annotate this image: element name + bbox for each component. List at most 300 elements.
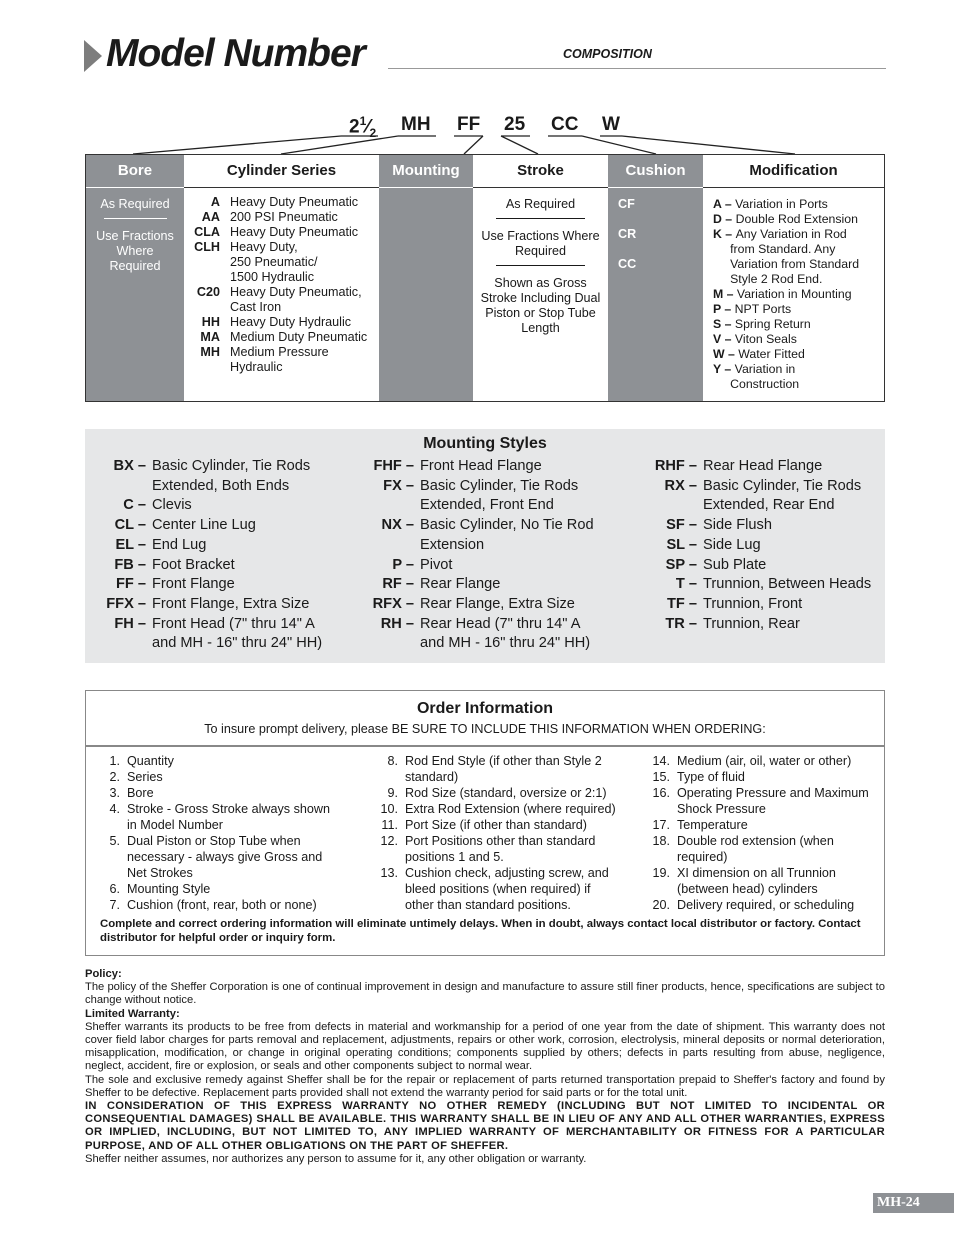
mounting-style-desc: Rear Flange, Extra Size [420,595,575,612]
cushion-header: Cushion [608,155,703,188]
order-item-text: Rod End Style (if other than Style 2 [405,754,602,768]
order-item [362,897,616,913]
order-item [92,801,330,817]
series-desc: Hydraulic [230,360,283,374]
order-item-number [92,865,127,881]
cushion-code: CF [618,197,635,211]
series-row [184,300,379,315]
modification-desc: from Standard. Any [730,242,836,256]
page-number-badge: MH-24 [873,1193,954,1213]
order-item-text: Double rod extension (when [677,834,834,848]
order-item [634,769,869,785]
modification-key: K – [713,227,736,241]
modification-row [713,272,885,287]
order-item-text: Cushion check, adjusting screw, and [405,866,609,880]
mounting-style-row [367,496,594,516]
order-item-number: 16. [652,786,670,800]
mounting-style-row [93,457,322,477]
mounting-styles-title: Mounting Styles [423,435,547,452]
warranty-heading: Limited Warranty: [85,1007,180,1020]
mounting-style-code: TF – [667,595,697,612]
mounting-style-row [645,516,871,536]
mounting-style-row [645,595,871,615]
order-item [634,897,869,913]
code-series: MH [401,114,431,135]
mounting-style-code: RHF – [654,458,697,474]
order-item-number: 10. [380,802,398,816]
modification-desc: Viton Seals [734,332,797,346]
order-item-text: required) [677,850,728,864]
page-subtitle: COMPOSITION [563,47,652,61]
order-information-box [85,690,885,956]
code-connector-lines [0,0,954,160]
series-row [184,270,379,285]
order-item [362,881,616,897]
series-code: C20 [196,285,220,299]
order-item [92,753,330,769]
order-item [634,865,869,881]
modification-key: P – [713,302,735,316]
mounting-style-code: FFX – [106,595,146,612]
order-item [362,785,616,801]
order-item-number: 13. [380,866,398,880]
modification-key [713,377,730,392]
mounting-style-code: FHF – [373,458,414,474]
mounting-style-desc: Rear Head (7" thru 14" A [420,615,581,632]
stroke-separator [496,218,585,219]
order-item-number: 4. [109,802,120,816]
order-item-text: bleed positions (when required) if [405,882,591,896]
mounting-style-code: P – [392,556,414,573]
order-item-number [634,849,677,865]
order-item-text: Type of fluid [677,770,745,784]
order-info-rule [86,745,884,747]
order-item-text: Port Positions other than standard [405,834,596,848]
warranty-text: Sheffer neither assumes, nor authorizes any person to assume for it, any other obligation or warranty. [85,1152,587,1165]
order-item-text: Quantity [127,754,174,768]
mounting-style-code [367,536,420,556]
stroke-header: Stroke [473,155,608,188]
mounting-style-code: RFX – [372,595,414,612]
order-item-number [634,881,677,897]
mounting-style-code: CL – [114,517,146,534]
mounting-style-row [645,615,871,635]
modification-desc: Variation in [734,362,796,376]
modification-row [713,257,885,272]
mounting-style-desc: Front Flange [152,576,235,593]
order-item [92,849,330,865]
order-item-number: 1. [109,754,120,768]
series-desc: 1500 Hydraulic [230,270,315,284]
order-item-number: 17. [652,818,670,832]
policy-text: The policy of the Sheffer Corporation is one of continual improvement in design and manufacture to assure still finer products, hence, specifications are subject to change without notice. [85,981,885,1007]
order-item [92,865,330,881]
mounting-style-desc: Basic Cylinder, Tie Rods [420,477,579,494]
stroke-text: Use Fractions Where Required [481,229,600,258]
series-desc: 250 Pneumatic/ [230,255,318,269]
composition-table [85,154,885,402]
mounting-style-desc: Basic Cylinder, Tie Rods [703,477,862,494]
mounting-style-desc: Foot Bracket [152,556,235,573]
mounting-style-code: FF – [116,576,146,593]
modification-desc: Spring Return [734,317,811,331]
order-item-text: Delivery required, or scheduling [677,898,855,912]
mounting-style-row [367,634,594,654]
mounting-style-row [93,575,322,595]
mounting-style-desc: Basic Cylinder, Tie Rods [152,458,311,474]
order-item-text: Operating Pressure and Maximum [677,786,869,800]
bore-text: As Required [100,197,170,211]
order-item-text: (between head) cylinders [677,882,818,896]
order-item-text: Cushion (front, rear, both or none) [127,898,317,912]
order-item-number [362,769,405,785]
order-item-number [362,849,405,865]
mounting-style-row [367,477,594,497]
order-item-number: 5. [109,834,120,848]
order-item-text: Bore [127,786,154,800]
order-item-number: 12. [380,834,398,848]
order-item-text: other than standard positions. [405,898,571,912]
order-item-text: Medium (air, oil, water or other) [677,754,852,768]
mounting-style-code: SF – [666,517,697,534]
mounting-style-desc: Center Line Lug [152,517,256,534]
order-item-number: 18. [652,834,670,848]
order-item-text: Net Strokes [127,866,193,880]
mounting-style-row [93,516,322,536]
mounting-style-code: C – [123,497,146,514]
order-item [634,817,869,833]
mounting-style-desc: Front Head (7" thru 14" A [152,615,315,632]
mounting-style-row [93,595,322,615]
mounting-style-code: RH – [380,615,414,632]
series-desc: Medium Duty Pneumatic [230,330,368,344]
modification-row [713,227,885,242]
mounting-style-row [645,457,871,477]
mounting-style-desc: Trunnion, Front [703,595,803,612]
mounting-style-row [645,477,871,497]
mounting-column [379,155,473,401]
modification-column [703,155,884,401]
cushion-code: CR [618,227,637,241]
order-info-title: Order Information [416,700,553,717]
modification-row [713,302,885,317]
series-desc: Heavy Duty Pneumatic [230,195,359,209]
mounting-style-row [367,536,594,556]
series-desc: Medium Pressure [230,345,329,359]
mounting-style-desc: Extension [420,536,485,553]
modification-key: M – [713,287,737,301]
warranty-text: Sheffer warrants its products to be free from defects in material and workmanship for a period of one year from the date of shipment. This warranty does not cover field labor charges for parts removal and replacement, adjustments, repairs or other work, corrosion, electrolysis, mineral deposits or normal deterioration, misapplication, modification, or change in original operating conditions; components supplied by others; defects in parts resulting from abuse, negligence, neglect, accident, fire or explosion, or seals and other components subject to normal wear. [85,1020,885,1073]
mounting-style-code: RF – [382,576,414,593]
mounting-style-desc: and MH - 16" thru 24" HH) [152,635,323,652]
modification-row [713,212,885,227]
mounting-style-desc: Sub Plate [703,556,767,573]
modification-key: S – [713,317,735,331]
order-item-number [362,881,405,897]
modification-row [713,287,885,302]
mounting-style-desc: Trunnion, Rear [703,615,800,632]
mounting-style-row [367,457,594,477]
order-item-number [92,849,127,865]
order-item-text: XI dimension on all Trunnion [677,866,836,880]
mounting-style-row [367,615,594,635]
order-item-text: necessary - always give Gross and [127,850,323,864]
modification-desc: Double Rod Extension [735,212,858,226]
series-code [184,300,230,315]
code-bore: $2^1⁄_2$ [349,114,377,141]
modification-key: V – [713,332,735,346]
mounting-style-code: SP – [665,556,697,573]
code-cushion: CC [551,114,579,135]
bore-column [86,155,184,401]
order-item-text: Series [127,770,163,784]
mounting-style-row [645,536,871,556]
mounting-style-row [93,556,322,576]
order-item-text: positions 1 and 5. [405,850,504,864]
order-item-text: Mounting Style [127,882,211,896]
modification-row [713,362,885,377]
order-item-number: 6. [109,882,120,896]
mounting-col-3 [645,457,871,634]
modification-row [713,197,885,212]
modification-row [713,347,885,362]
series-code: MA [200,330,220,344]
mounting-style-desc: Side Flush [703,517,772,534]
series-row [184,285,379,300]
order-item-number [362,897,405,913]
order-item [92,769,330,785]
mounting-style-desc: End Lug [152,536,207,553]
order-item-text: Shock Pressure [677,802,766,816]
cushion-column [608,155,703,401]
order-item-number: 2. [109,770,120,784]
series-code: MH [200,345,220,359]
mounting-style-desc: Front Head Flange [420,458,542,474]
mounting-style-desc: Front Flange, Extra Size [152,595,310,612]
order-item [362,849,616,865]
order-item [92,817,330,833]
order-item [92,881,330,897]
mounting-style-code: T – [675,576,697,593]
modification-desc: Variation from Standard [730,257,860,271]
stroke-text: As Required [505,197,576,211]
mounting-style-row [645,575,871,595]
order-item [362,753,616,769]
mounting-style-desc: Pivot [420,556,453,573]
order-item [634,753,869,769]
order-col-2 [362,753,616,913]
order-item-number: 15. [652,770,670,784]
mounting-style-row [93,615,322,635]
series-desc: Heavy Duty Hydraulic [230,315,352,329]
order-item [92,833,330,849]
series-code: A [210,195,220,209]
mounting-style-desc: Side Lug [703,536,761,553]
modification-row [713,317,885,332]
mounting-style-desc: Basic Cylinder, No Tie Rod [420,517,594,534]
modification-desc: Style 2 Rod End. [730,272,823,286]
order-col-3 [634,753,869,913]
series-desc: Cast Iron [230,300,282,314]
order-item-text: Extra Rod Extension (where required) [405,802,616,816]
series-column [184,155,379,401]
mounting-style-desc: Rear Head Flange [703,458,823,474]
mounting-style-row [93,477,322,497]
mounting-style-desc: Extended, Rear End [703,497,835,514]
order-item [634,785,869,801]
order-item [634,881,869,897]
code-mounting: FF [457,114,481,135]
warranty-text: The sole and exclusive remedy against Sheffer shall be for the repair or replacement of parts returned transportation prepaid to Sheffer's factory and found by Sheffer to be defective. Replacement parts provided shall not extend the warranty period for said parts or for the total unit. [85,1073,885,1099]
order-item [634,801,869,817]
series-code [184,255,230,270]
modification-desc: Variation in Mounting [736,287,852,301]
series-code [184,360,230,375]
mounting-style-code: RX – [664,477,697,494]
series-row [184,210,379,225]
mounting-style-code: NX – [381,517,414,534]
series-row [184,225,379,240]
mounting-style-row [93,634,322,654]
order-item-number: 8. [387,754,398,768]
mounting-style-code [93,477,152,497]
order-item-number: 9. [387,786,398,800]
series-list [184,195,379,375]
order-item-text: in Model Number [127,818,223,832]
modification-key [713,272,730,287]
modification-list [713,197,885,392]
code-stroke: 25 [504,114,526,135]
order-item [362,769,616,785]
order-item-number [92,817,127,833]
mounting-style-desc: Trunnion, Between Heads [703,576,872,593]
order-item-number: 3. [109,786,120,800]
modification-desc: NPT Ports [734,302,792,316]
mounting-style-desc: and MH - 16" thru 24" HH) [420,635,591,652]
modification-key: D – [713,212,736,226]
modification-key: W – [713,347,739,361]
series-row [184,240,379,255]
cushion-code: CC [618,257,637,271]
order-info-footer: Complete and correct ordering information will eliminate untimely delays. When in doubt, always contact local distributor or factory. Contact distributor for helpful order or inquiry form. [100,918,861,944]
order-item-number: 11. [381,818,398,832]
series-row [184,330,379,345]
modification-desc: Construction [730,377,800,391]
order-item [362,865,616,881]
mounting-style-desc: Clevis [152,497,192,514]
order-item-number: 19. [652,866,670,880]
policy-section [85,968,885,1166]
mounting-style-code [367,634,420,654]
series-code: HH [201,315,220,329]
mounting-style-code: FX – [383,477,414,494]
bore-text: Use Fractions Where Required [96,229,174,273]
policy-heading: Policy: [85,968,122,980]
bore-header: Bore [86,155,184,188]
order-item [634,849,869,865]
order-item-number [634,801,677,817]
modification-row [713,377,885,392]
mounting-style-code: SL – [666,536,697,553]
series-desc: Heavy Duty Pneumatic, [230,285,362,299]
mounting-style-row [367,516,594,536]
warranty-disclaimer: IN CONSIDERATION OF THIS EXPRESS WARRANTY NO OTHER REMEDY (INCLUDING BUT NOT LIMITED TO INCIDENTAL OR CONSEQUENTIAL DAMAGES) SHALL BE AVAILABLE. THIS WARRANTY SHALL BE IN LIEU OF ANY AND ALL OTHER WARRANTIES, EXPRESS OR IMPLIED, INCLUDING, BUT NOT LIMITED TO, ANY IMPLIED WARRANTY OF MERCHANTABILITY OR FITNESS FOR A PARTICULAR PURPOSE, AND OF ALL OTHER OBLIGATIONS ON THE PART OF SHEFFER. [85,1100,885,1152]
code-modification: W [602,114,620,135]
mounting-style-row [367,595,594,615]
page-title: Model Number [106,32,365,75]
series-row [184,345,379,360]
modification-desc: Variation in Ports [735,197,828,211]
series-code: CLH [194,240,220,254]
order-item [362,801,616,817]
modification-header: Modification [703,155,884,188]
series-desc: Heavy Duty Pneumatic [230,225,359,239]
mounting-style-code [367,496,420,516]
modification-key [713,257,730,272]
mounting-style-row [645,496,871,516]
modification-row [713,332,885,347]
stroke-separator [496,265,585,266]
mounting-styles-panel [85,429,885,663]
series-row [184,315,379,330]
mounting-style-row [367,575,594,595]
order-item-text: Stroke - Gross Stroke always shown [127,802,330,816]
modification-key: Y – [713,362,735,376]
mounting-style-code: TR – [665,615,697,632]
mounting-style-row [93,536,322,556]
order-item [362,817,616,833]
mounting-style-desc: Extended, Both Ends [152,477,290,494]
order-item [362,833,616,849]
order-info-subtitle: To insure prompt delivery, please BE SURE TO INCLUDE THIS INFORMATION WHEN ORDERING: [204,722,766,736]
mounting-header: Mounting [379,155,473,188]
mounting-col-1 [93,457,322,654]
mounting-style-row [93,496,322,516]
order-item [92,785,330,801]
order-item [92,897,330,913]
modification-row [713,242,885,257]
order-item-text: standard) [405,770,459,784]
mounting-col-2 [367,457,594,654]
order-item [634,833,869,849]
series-desc: Heavy Duty, [230,240,298,254]
order-item-text: Rod Size (standard, oversize or 2:1) [405,786,607,800]
mounting-style-code: FH – [114,615,146,632]
order-item-text: Temperature [677,818,748,832]
mounting-style-code [645,496,703,516]
order-item-number: 7. [109,898,120,912]
modification-key [713,242,730,257]
mounting-style-row [367,556,594,576]
mounting-style-desc: Rear Flange [420,576,501,593]
order-item-text: Dual Piston or Stop Tube when [127,834,301,848]
modification-desc: Water Fitted [738,347,805,361]
stroke-text: Shown as Gross Stroke Including Dual Piston or Stop Tube Length [480,276,601,335]
mounting-style-code: FB – [114,556,146,573]
mounting-style-code [93,634,152,654]
mounting-style-code: EL – [115,536,146,553]
series-code: AA [201,210,220,224]
stroke-column [473,155,608,401]
order-item-number: 14. [652,754,670,768]
modification-key: A – [713,197,736,211]
series-code [184,270,230,285]
series-row [184,195,379,210]
modification-desc: Any Variation in Rod [735,227,847,241]
mounting-style-row [645,556,871,576]
series-row [184,255,379,270]
series-code: CLA [194,225,220,239]
